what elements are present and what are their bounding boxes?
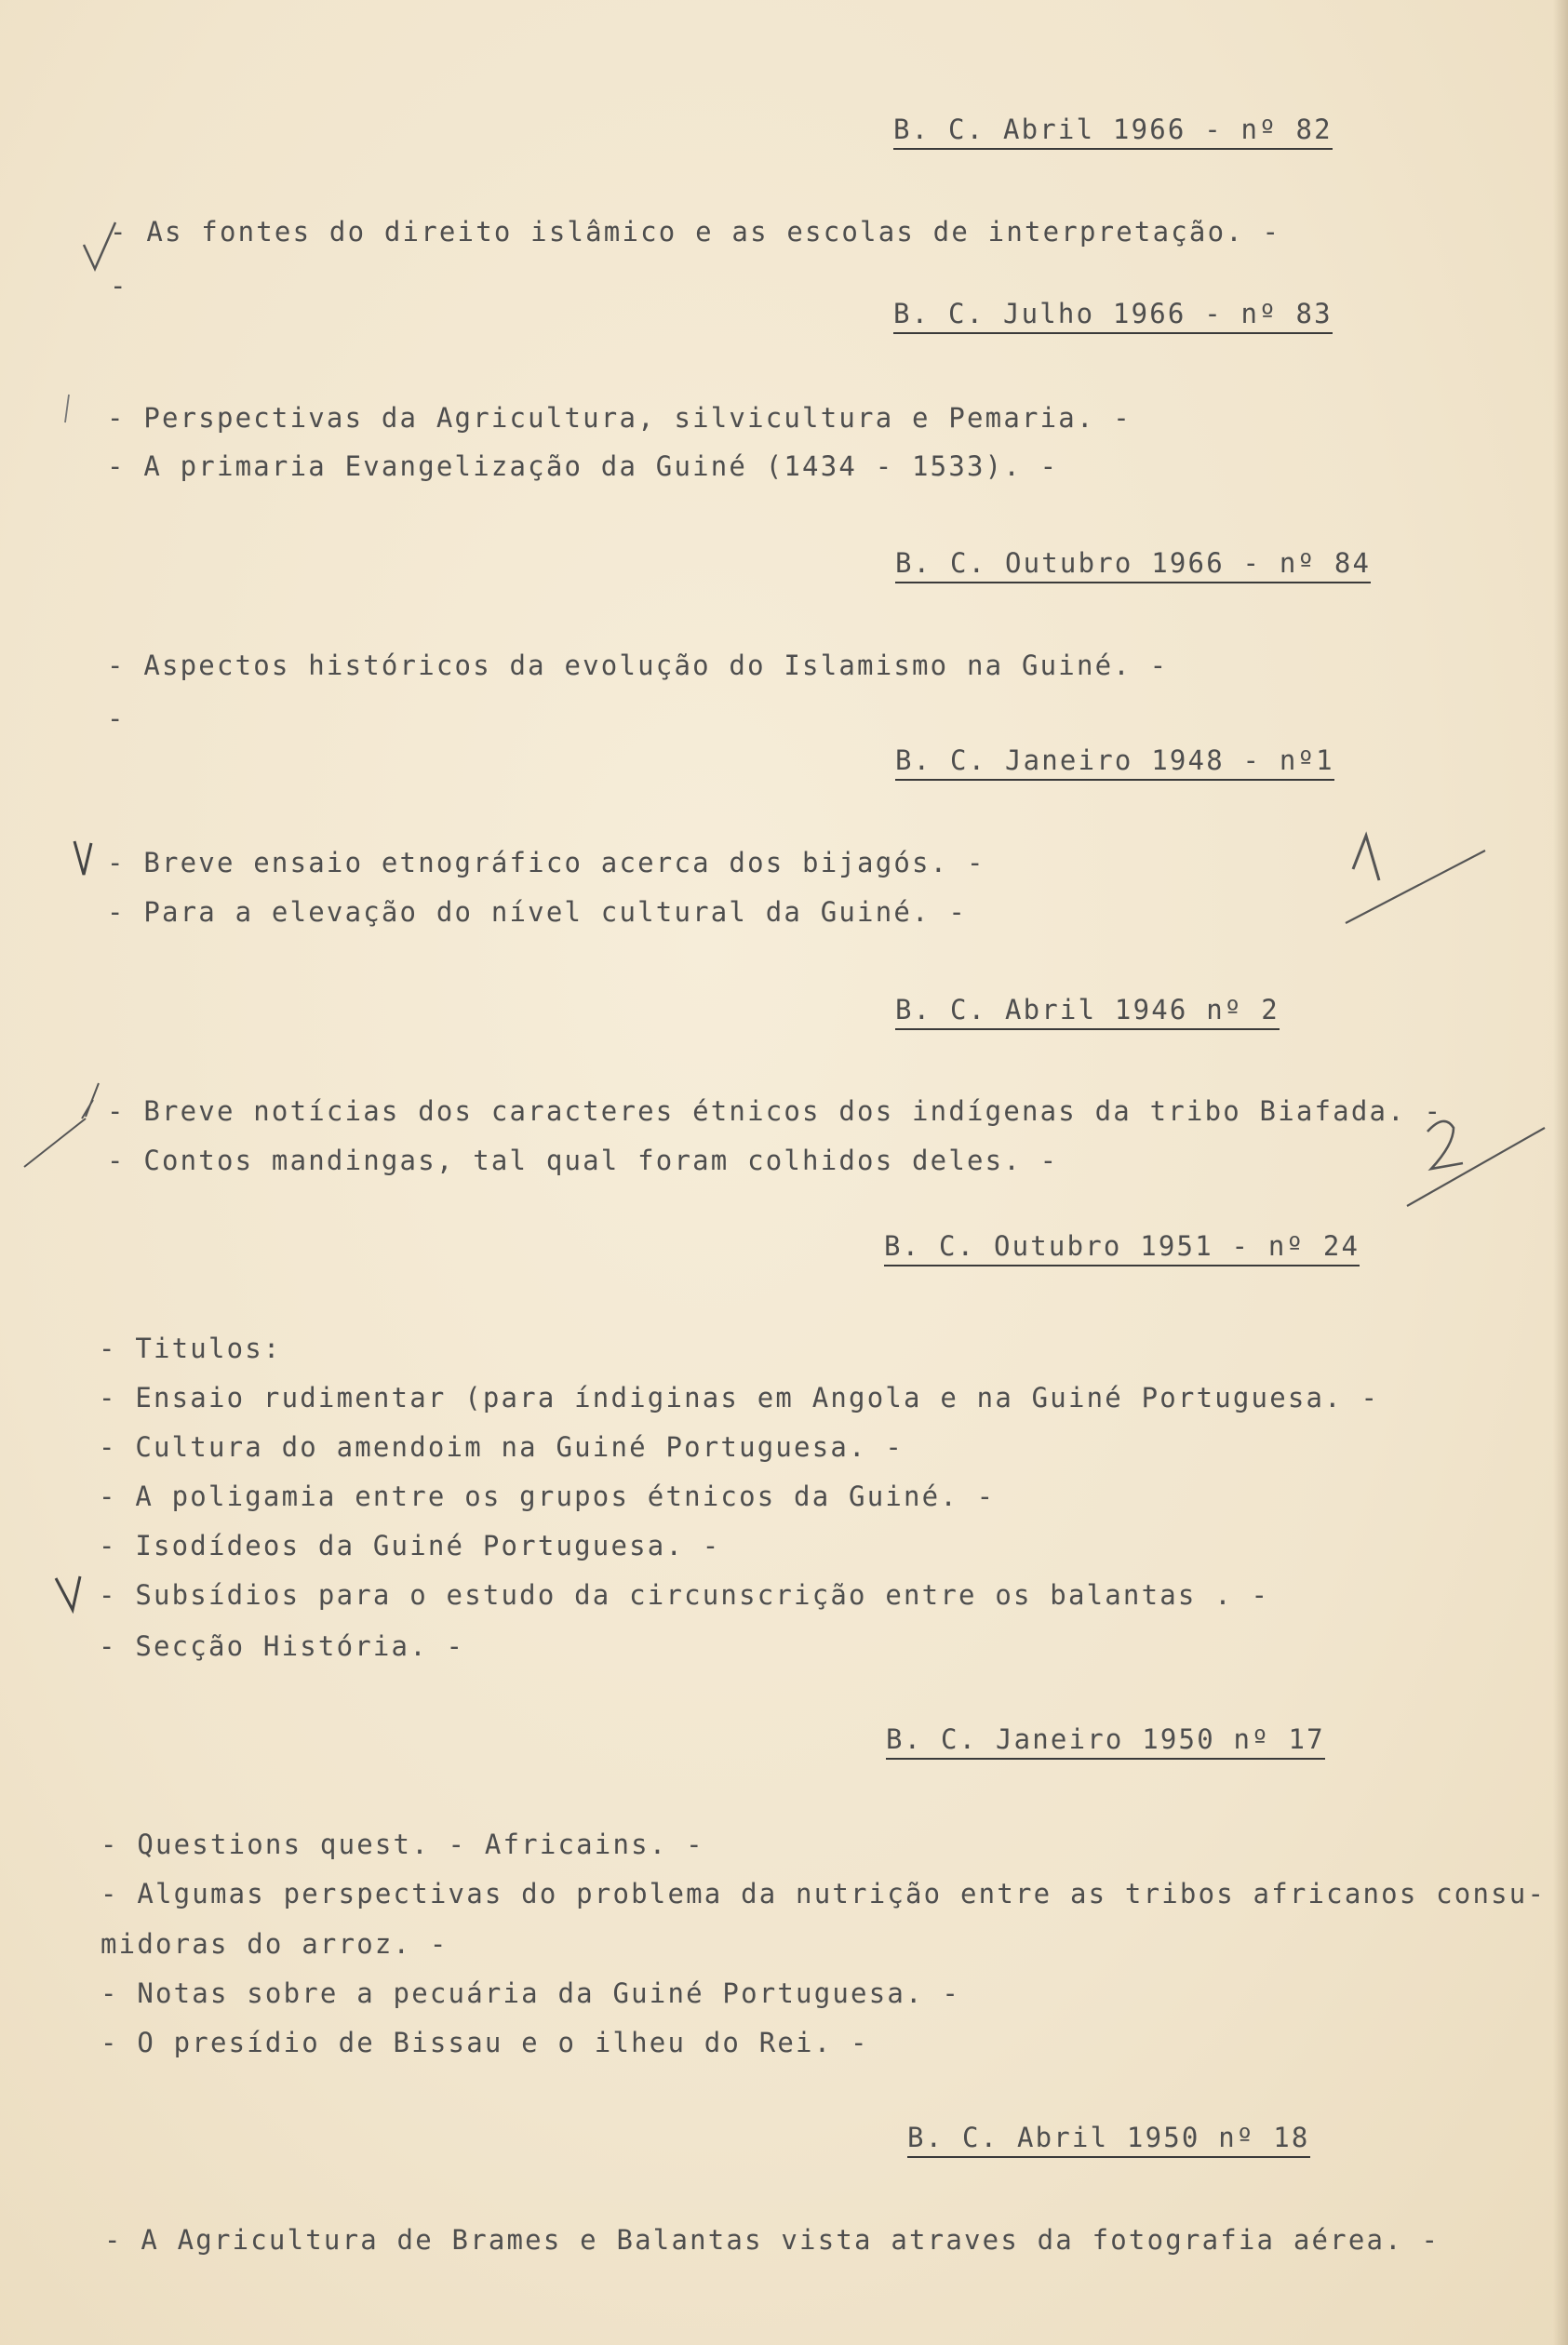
entry-8-1: - A Agricultura de Brames e Balantas vista atraves da fotografia aérea. - bbox=[104, 2224, 1441, 2256]
entry-5-1: - Breve notícias dos caracteres étnicos dos indígenas da tribo Biafada. - bbox=[107, 1095, 1443, 1127]
entry-2-2: - A primaria Evangelização da Guiné (1434 - 1533). - bbox=[107, 450, 1059, 482]
handwritten-one-icon bbox=[1340, 819, 1508, 940]
section-header-7: B. C. Janeiro 1950 nº 17 bbox=[886, 1723, 1325, 1760]
entry-6-5: - Isodídeos da Guiné Portuguesa. - bbox=[99, 1530, 721, 1561]
entry-6-3: - Cultura do amendoim na Guiné Portuguesa. - bbox=[99, 1431, 905, 1463]
entry-6-2: - Ensaio rudimentar (para índiginas em Angola e na Guiné Portuguesa. - bbox=[99, 1382, 1380, 1414]
entry-7-2: - Algumas perspectivas do problema da nutrição entre as tribos africanos consu- bbox=[101, 1878, 1547, 1910]
section-header-8: B. C. Abril 1950 nº 18 bbox=[907, 2122, 1310, 2158]
entry-1-2: - bbox=[110, 270, 128, 302]
entry-1-1: - As fontes do direito islâmico e as escolas de interpretação. - bbox=[110, 216, 1281, 248]
entry-7-3: midoras do arroz. - bbox=[101, 1928, 449, 1960]
entry-7-4: - Notas sobre a pecuária da Guiné Portuguesa. - bbox=[101, 1977, 960, 2009]
pencil-check-icon bbox=[20, 1079, 104, 1172]
entry-3-2: - bbox=[107, 703, 126, 734]
entry-4-1: - Breve ensaio etnográfico acerca dos bijagós. - bbox=[107, 847, 985, 878]
entry-7-1: - Questions quest. - Africains. - bbox=[101, 1829, 704, 1860]
entry-6-1: - Titulos: bbox=[99, 1333, 282, 1364]
pencil-check-icon bbox=[78, 219, 121, 275]
entry-2-1: - Perspectivas da Agricultura, silvicultura e Pemaria. - bbox=[107, 402, 1132, 434]
handwritten-mark-2 bbox=[1396, 1107, 1563, 1223]
section-header-3: B. C. Outubro 1966 - nº 84 bbox=[895, 547, 1371, 583]
pencil-check-icon bbox=[52, 1573, 89, 1614]
entry-6-7: - Secção História. - bbox=[99, 1630, 465, 1662]
section-header-4: B. C. Janeiro 1948 - nº1 bbox=[895, 744, 1334, 781]
section-header-5: B. C. Abril 1946 nº 2 bbox=[895, 994, 1280, 1030]
entry-5-2: - Contos mandingas, tal qual foram colhidos deles. - bbox=[107, 1145, 1059, 1176]
entry-4-2: - Para a elevação do nível cultural da Guiné. - bbox=[107, 896, 967, 928]
pencil-check-icon bbox=[69, 838, 106, 880]
entry-6-6: - Subsídios para o estudo da circunscrição entre os balantas . - bbox=[99, 1579, 1270, 1611]
entry-7-5: - O presídio de Bissau e o ilheu do Rei. - bbox=[101, 2027, 869, 2058]
section-header-1: B. C. Abril 1966 - nº 82 bbox=[893, 114, 1333, 150]
section-header-6: B. C. Outubro 1951 - nº 24 bbox=[884, 1230, 1360, 1266]
section-header-2: B. C. Julho 1966 - nº 83 bbox=[893, 298, 1333, 334]
handwritten-two-icon bbox=[1396, 1107, 1563, 1219]
entry-6-4: - A poligamia entre os grupos étnicos da Guiné. - bbox=[99, 1481, 996, 1512]
handwritten-mark-1 bbox=[1340, 819, 1508, 944]
entry-3-1: - Aspectos históricos da evolução do Islamismo na Guiné. - bbox=[107, 650, 1169, 681]
pencil-stroke-icon bbox=[56, 391, 84, 428]
